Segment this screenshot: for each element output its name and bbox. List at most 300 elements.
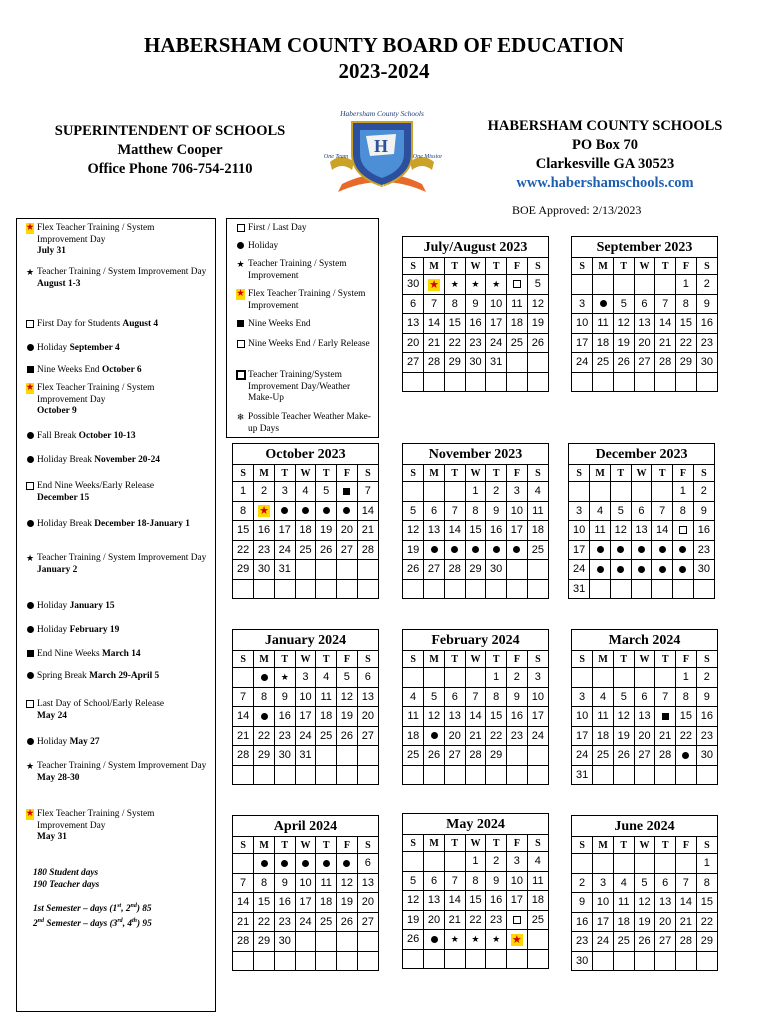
- day-cell: [527, 372, 548, 391]
- holiday-icon: [27, 626, 34, 633]
- holiday-icon: [600, 300, 607, 307]
- day-number: 30: [700, 356, 713, 369]
- day-cell: [676, 765, 697, 784]
- day-cell: [486, 949, 507, 968]
- event-date: January 15: [69, 601, 115, 611]
- day-number: 8: [679, 504, 686, 517]
- day-number: 26: [340, 915, 353, 928]
- day-cell: [444, 521, 465, 541]
- day-number: 1: [682, 278, 689, 291]
- event-description: Teacher Training / System Improvement Day: [37, 553, 207, 563]
- holiday-icon: [597, 546, 604, 553]
- important-date-item: [27, 481, 207, 504]
- day-cell: [254, 707, 275, 727]
- month-calendar: [571, 629, 718, 785]
- day-cell: [655, 765, 676, 784]
- nine-weeks-end-icon: [27, 650, 34, 657]
- day-cell: [274, 707, 295, 727]
- day-cell: [337, 579, 358, 598]
- weekday-header: W: [465, 651, 486, 668]
- day-cell: [254, 765, 275, 784]
- day-cell: [403, 668, 424, 688]
- day-number: 23: [490, 913, 503, 926]
- day-number: 19: [406, 543, 420, 556]
- day-number: 11: [597, 710, 609, 723]
- day-cell: [527, 482, 548, 502]
- day-number: 5: [410, 504, 417, 517]
- holiday-icon: [431, 732, 438, 739]
- day-number: 30: [575, 954, 589, 967]
- day-number: 7: [364, 485, 371, 498]
- day-cell: [527, 579, 548, 598]
- day-cell: [655, 912, 676, 932]
- day-number: 28: [659, 749, 672, 762]
- day-number: 18: [320, 710, 333, 723]
- day-cell: [254, 912, 275, 932]
- day-cell: [486, 579, 507, 598]
- day-number: 29: [448, 356, 461, 369]
- day-cell: [465, 482, 486, 502]
- day-number: 25: [596, 356, 610, 369]
- weekday-header: M: [424, 258, 445, 275]
- day-cell: [233, 912, 254, 932]
- day-cell: [357, 560, 378, 580]
- day-cell: [465, 687, 486, 707]
- holiday-icon: [679, 566, 686, 573]
- important-date-item: [27, 383, 207, 418]
- holiday-icon: [237, 242, 244, 249]
- day-cell: [403, 540, 424, 560]
- teacher-training-icon: ★: [471, 934, 480, 945]
- day-cell: [424, 707, 445, 727]
- flex-training-icon: ★: [25, 383, 35, 393]
- day-cell: [316, 726, 337, 746]
- day-cell: [676, 854, 697, 874]
- legend-label: Nine Weeks End / Early Release: [248, 339, 370, 349]
- event-date: November 20-24: [94, 455, 160, 465]
- day-number: 17: [531, 710, 544, 723]
- day-cell: [254, 951, 275, 970]
- day-cell: [274, 912, 295, 932]
- day-cell: [507, 372, 528, 391]
- important-date-item: [27, 267, 207, 290]
- holiday-icon: [343, 507, 350, 514]
- weekday-header: T: [444, 835, 465, 852]
- day-cell: [569, 501, 590, 521]
- day-cell: [403, 314, 424, 334]
- day-cell: [613, 746, 634, 766]
- day-cell: [486, 560, 507, 580]
- day-cell: [676, 687, 697, 707]
- day-cell: [693, 521, 714, 541]
- day-number: 26: [638, 935, 651, 948]
- day-number: 8: [260, 876, 268, 889]
- day-cell: [444, 540, 465, 560]
- day-number: 30: [490, 563, 503, 576]
- day-cell: [274, 951, 295, 970]
- day-cell: [676, 314, 697, 334]
- day-cell: [424, 765, 445, 784]
- day-cell: [652, 482, 673, 502]
- day-number: 17: [299, 896, 312, 909]
- day-cell: [527, 910, 548, 930]
- day-cell: [613, 687, 634, 707]
- day-number: 21: [469, 729, 482, 742]
- day-cell: [507, 314, 528, 334]
- day-cell: [676, 294, 697, 314]
- day-cell: [655, 294, 676, 314]
- weekday-header: S: [403, 651, 424, 668]
- day-cell: [444, 910, 465, 930]
- day-cell: [527, 294, 548, 314]
- weekday-header: W: [634, 258, 655, 275]
- weekday-header: M: [424, 651, 445, 668]
- day-number: 3: [302, 671, 309, 684]
- day-number: 24: [575, 749, 589, 762]
- day-cell: [590, 540, 611, 560]
- event-description: Last Day of School/Early Release: [37, 699, 165, 709]
- day-number: 20: [638, 729, 651, 742]
- district-website-link[interactable]: www.habershamschools.com: [516, 175, 694, 191]
- holiday-icon: [27, 738, 34, 745]
- legend-label: Teacher Training / System Improvement: [248, 259, 347, 281]
- day-cell: [465, 910, 486, 930]
- day-cell: [655, 707, 676, 727]
- day-cell: [254, 893, 275, 913]
- holiday-icon: [27, 432, 34, 439]
- day-cell: [572, 372, 593, 391]
- day-number: 9: [700, 504, 707, 517]
- day-number: 12: [531, 297, 544, 310]
- day-cell: [676, 932, 697, 952]
- day-cell: [403, 294, 424, 314]
- month-title: November 2023: [428, 447, 523, 462]
- day-cell: [613, 294, 634, 314]
- day-cell: [593, 275, 614, 295]
- day-cell: [507, 275, 528, 295]
- day-cell: [274, 726, 295, 746]
- weekday-header: F: [507, 651, 528, 668]
- legend-item: [235, 370, 375, 405]
- day-cell: [403, 333, 424, 353]
- day-cell: [295, 482, 316, 502]
- weekday-header: W: [295, 651, 316, 668]
- day-number: 5: [343, 671, 350, 684]
- weekday-header: T: [444, 258, 465, 275]
- day-cell: [465, 707, 486, 727]
- day-number: 1: [472, 855, 479, 868]
- day-cell: [316, 932, 337, 952]
- day-number: 24: [572, 563, 586, 576]
- day-number: 13: [427, 894, 441, 907]
- holiday-icon: [513, 546, 520, 553]
- legend-item: [235, 241, 375, 253]
- day-number: 6: [662, 876, 669, 889]
- day-cell: [593, 687, 614, 707]
- day-cell: [593, 333, 614, 353]
- day-number: 27: [448, 749, 461, 762]
- day-cell: [634, 873, 655, 893]
- day-number: 16: [469, 317, 482, 330]
- day-number: 25: [299, 543, 312, 556]
- day-cell: [572, 707, 593, 727]
- weekday-header: T: [316, 465, 337, 482]
- day-cell: [527, 687, 548, 707]
- day-number: 9: [513, 690, 520, 703]
- month-title: April 2024: [273, 819, 338, 834]
- weekday-header: S: [403, 465, 424, 482]
- weekday-header: W: [465, 835, 486, 852]
- legend-label: First / Last Day: [248, 223, 307, 233]
- day-cell: [274, 746, 295, 766]
- day-cell: [507, 852, 528, 872]
- event-date: October 6: [101, 365, 142, 375]
- flex-training-icon: ★: [25, 809, 35, 819]
- weekday-header: M: [593, 258, 614, 275]
- day-number: 11: [532, 874, 544, 887]
- day-number: 17: [575, 729, 589, 742]
- day-number: 18: [617, 915, 630, 928]
- day-number: 19: [531, 317, 544, 330]
- day-number: 17: [490, 317, 503, 330]
- day-number: 25: [531, 913, 544, 926]
- day-cell: [357, 501, 378, 521]
- weekday-header: T: [274, 837, 295, 854]
- holiday-icon: [659, 566, 666, 573]
- day-cell: [337, 707, 358, 727]
- weekday-header: S: [696, 258, 717, 275]
- event-description: Flex Teacher Training / System Improvement Day: [37, 809, 155, 831]
- first-last-day-icon: [26, 700, 34, 708]
- day-cell: [337, 540, 358, 560]
- day-cell: [569, 560, 590, 580]
- month-title: July/August 2023: [423, 240, 528, 255]
- day-number: 8: [682, 297, 689, 310]
- event-description: Holiday Break: [37, 519, 92, 529]
- day-number: 12: [406, 894, 420, 907]
- day-cell: [486, 910, 507, 930]
- weekday-header: S: [696, 651, 717, 668]
- day-number: 20: [361, 710, 374, 723]
- day-cell: [357, 579, 378, 598]
- day-number: 15: [236, 524, 250, 537]
- teacher-training-icon: ★: [25, 267, 35, 277]
- day-number: 27: [427, 563, 441, 576]
- weekday-header: S: [527, 835, 548, 852]
- day-cell: [424, 540, 445, 560]
- day-cell: [337, 746, 358, 766]
- day-cell: [337, 912, 358, 932]
- day-cell: [295, 912, 316, 932]
- event-description: Holiday Break: [37, 455, 92, 465]
- day-cell: [590, 482, 611, 502]
- day-cell: [593, 951, 614, 970]
- day-cell: [696, 294, 717, 314]
- holiday-icon: [323, 507, 330, 514]
- district-logo: [322, 106, 442, 198]
- day-cell: [486, 333, 507, 353]
- day-cell: [254, 521, 275, 541]
- day-number: 31: [572, 582, 586, 595]
- holiday-icon: [659, 546, 666, 553]
- day-number: 19: [340, 710, 353, 723]
- month-calendar: [232, 443, 379, 599]
- day-cell: [357, 687, 378, 707]
- day-number: 2: [700, 485, 707, 498]
- student-days: 180 Student days: [33, 868, 99, 878]
- day-number: 7: [451, 504, 458, 517]
- day-cell: [424, 314, 445, 334]
- day-cell: [316, 560, 337, 580]
- event-description: First Day for Students: [37, 319, 121, 329]
- day-cell: [337, 726, 358, 746]
- event-description: Holiday: [37, 601, 68, 611]
- flex-training-icon: ★: [511, 933, 522, 946]
- day-cell: [465, 294, 486, 314]
- day-number: 20: [340, 524, 353, 537]
- day-cell: [295, 560, 316, 580]
- day-cell: [337, 854, 358, 874]
- day-cell: [613, 372, 634, 391]
- weekday-header: T: [613, 837, 634, 854]
- day-cell: [444, 891, 465, 911]
- day-cell: [403, 852, 424, 872]
- event-description: End Nine Weeks/Early Release: [37, 481, 154, 491]
- day-number: 6: [451, 690, 458, 703]
- day-cell: [693, 482, 714, 502]
- weekday-header: W: [465, 258, 486, 275]
- day-cell: [486, 668, 507, 688]
- teacher-training-icon: ★: [471, 279, 480, 290]
- day-number: 12: [340, 876, 353, 889]
- day-number: 25: [320, 729, 333, 742]
- day-cell: [403, 910, 424, 930]
- day-number: 6: [641, 297, 648, 310]
- district-city: Clarkesville GA 30523: [535, 156, 675, 172]
- holiday-icon: [27, 520, 34, 527]
- first-last-day-icon: [237, 340, 245, 348]
- day-cell: [254, 726, 275, 746]
- day-cell: [486, 746, 507, 766]
- day-number: 23: [469, 336, 482, 349]
- day-cell: [613, 726, 634, 746]
- month-calendar: [402, 443, 549, 599]
- day-number: 27: [361, 915, 374, 928]
- month-calendar: [232, 629, 379, 785]
- holiday-icon: [431, 936, 438, 943]
- day-cell: [507, 353, 528, 373]
- day-number: 22: [448, 336, 461, 349]
- day-cell: [424, 891, 445, 911]
- day-cell: [634, 333, 655, 353]
- day-cell: [507, 687, 528, 707]
- day-number: 24: [575, 356, 589, 369]
- day-cell: [274, 932, 295, 952]
- important-date-item: [27, 809, 207, 844]
- day-number: 16: [490, 524, 503, 537]
- day-cell: [655, 333, 676, 353]
- day-cell: [655, 746, 676, 766]
- day-cell: [527, 930, 548, 950]
- day-cell: [337, 560, 358, 580]
- day-number: 6: [364, 671, 371, 684]
- day-cell: [274, 521, 295, 541]
- day-number: 23: [257, 543, 271, 556]
- day-cell: [655, 951, 676, 970]
- day-cell: [274, 687, 295, 707]
- day-number: 28: [679, 935, 692, 948]
- day-cell: [655, 932, 676, 952]
- day-cell: [613, 951, 634, 970]
- day-number: 24: [490, 336, 503, 349]
- day-number: 10: [575, 317, 589, 330]
- day-cell: [337, 668, 358, 688]
- event-description: End Nine Weeks: [37, 649, 100, 659]
- weekday-header: M: [254, 651, 275, 668]
- day-cell: [569, 521, 590, 541]
- day-number: 18: [531, 894, 544, 907]
- holiday-icon: [281, 507, 288, 514]
- day-cell: [254, 873, 275, 893]
- day-number: 7: [682, 876, 689, 889]
- day-number: 29: [236, 563, 250, 576]
- weekday-header: S: [527, 465, 548, 482]
- day-cell: [486, 275, 507, 295]
- day-cell: [572, 314, 593, 334]
- day-cell: [403, 930, 424, 950]
- weekday-header: T: [274, 651, 295, 668]
- day-cell: [696, 746, 717, 766]
- day-cell: [652, 579, 673, 598]
- page-title: HABERSHAM COUNTY BOARD OF EDUCATION: [144, 33, 624, 57]
- day-cell: [357, 932, 378, 952]
- day-number: 2: [493, 485, 500, 498]
- day-number: 9: [579, 896, 586, 909]
- day-cell: [593, 765, 614, 784]
- day-cell: [696, 765, 717, 784]
- day-cell: [486, 726, 507, 746]
- day-number: 2: [513, 671, 520, 684]
- day-cell: [357, 707, 378, 727]
- weekday-header: T: [316, 651, 337, 668]
- day-number: 13: [659, 896, 672, 909]
- day-cell: [569, 579, 590, 598]
- day-cell: [486, 687, 507, 707]
- weekday-header: T: [486, 258, 507, 275]
- day-cell: [486, 501, 507, 521]
- day-cell: [634, 765, 655, 784]
- day-number: 6: [430, 504, 438, 517]
- day-cell: [233, 579, 254, 598]
- teacher-training-icon: ★: [492, 279, 501, 290]
- day-number: 5: [410, 874, 417, 887]
- day-cell: [444, 765, 465, 784]
- logo-left-text: One Team: [323, 154, 349, 160]
- day-number: 18: [406, 729, 420, 742]
- day-number: 14: [448, 894, 461, 907]
- day-cell: [295, 540, 316, 560]
- weekday-header: S: [233, 837, 254, 854]
- day-cell: [403, 482, 424, 502]
- day-cell: [444, 707, 465, 727]
- day-cell: [610, 579, 631, 598]
- day-number: 1: [472, 485, 479, 498]
- day-cell: [652, 540, 673, 560]
- day-cell: [274, 854, 295, 874]
- day-cell: [337, 932, 358, 952]
- day-number: 19: [638, 915, 651, 928]
- day-number: 31: [299, 749, 312, 762]
